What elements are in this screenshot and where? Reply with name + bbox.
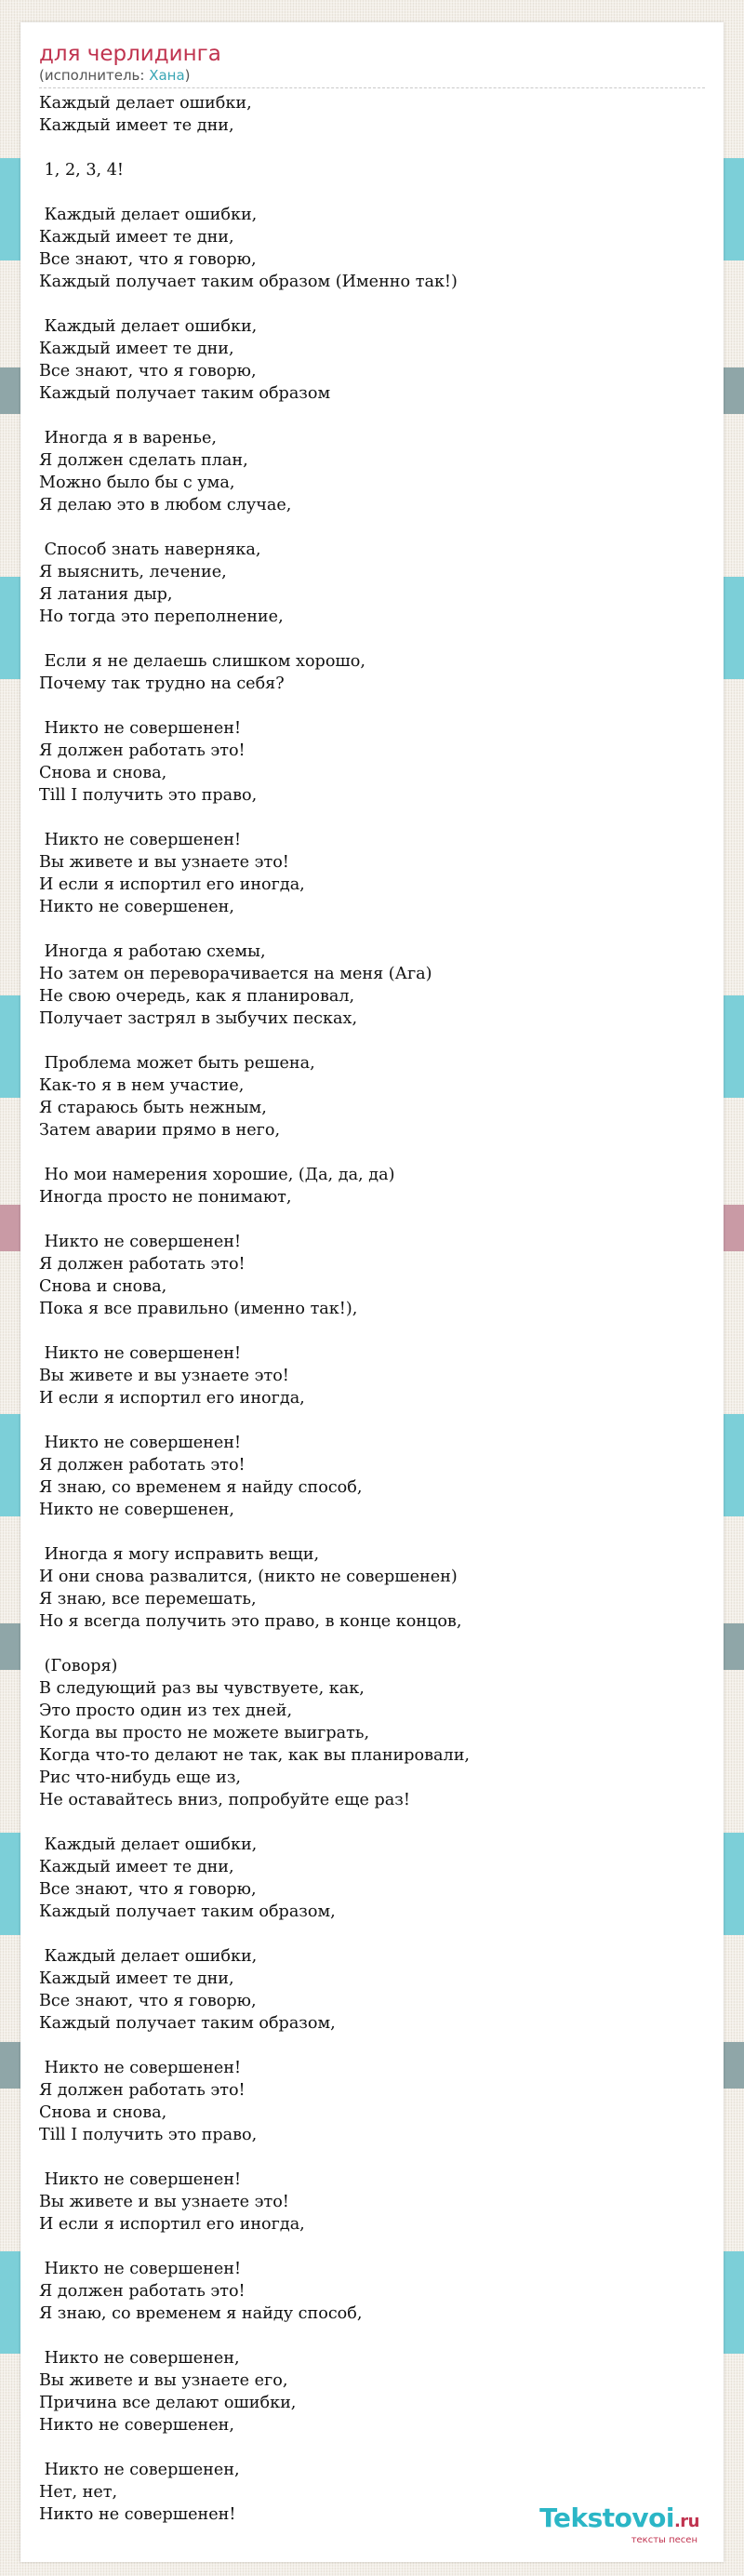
song-header	[39, 41, 705, 88]
artist-link[interactable]: Хана	[149, 67, 185, 84]
stripe-left-7	[0, 1833, 20, 1935]
stripe-right-4	[724, 1205, 744, 1251]
stripe-left-3	[0, 995, 20, 1098]
stripe-right-7	[724, 1833, 744, 1935]
stripe-right-0	[724, 158, 744, 260]
stripe-left-6	[0, 1623, 20, 1670]
artist-line	[39, 67, 705, 84]
stripe-right-5	[724, 1414, 744, 1516]
stripe-left-9	[0, 2251, 20, 2354]
site-logo[interactable]	[539, 2504, 699, 2545]
stripe-right-8	[724, 2042, 744, 2089]
stripe-right-9	[724, 2251, 744, 2354]
stripe-left-2	[0, 577, 20, 679]
stripe-right-3	[724, 995, 744, 1098]
artist-prefix: (исполнитель:	[39, 67, 150, 84]
stripe-left-0	[0, 158, 20, 260]
logo-tagline: тексты песен	[631, 2535, 698, 2545]
logo-tld: .ru	[673, 2512, 699, 2531]
stripe-right-6	[724, 1623, 744, 1670]
logo-name: Tekstovoi	[539, 2503, 674, 2533]
stripe-left-5	[0, 1414, 20, 1516]
lyrics-text: Каждый делает ошибки, Каждый имеет те дни, 1, 2, 3, 4! Каждый делает ошибки, Каждый имеет те дни, Все знают, что я говорю, Каждый получает таким образом (Именно так!) Каждый делает ошибки, Каждый имеет те дни, Все знают, что я говорю, Каждый получает таким образом Иногда я в варенье, Я должен сделать план, Можно было бы с ума, Я делаю это в любом случае, Способ знать наверняка, Я выяснить, лечение, Я латания дыр, Но тогда это переполнение, Если я не делаешь слишком хорошо, Почему так трудно на себя? Никто не совершенен! Я должен работать это! Снова и снова, Till I получить это право, Никто не совершенен! Вы живете и вы узнаете это! И если я испортил его иногда, Никто не совершенен, Иногда я работаю схемы, Но затем он переворачивается на меня (Ага) Не свою очередь, как я планировал, Получает застрял в зыбучих песках, Проблема может быть решена, Как-то я в нем участие, Я стараюсь быть нежным, Затем аварии прямо в него, Но мои намерения хорошие, (Да, да, да) Иногда просто не понимают, Никто не совершенен! Я должен работать это! Снова и снова, Пока я все правильно (именно так!), Никто не совершенен! Вы живете и вы узнаете это! И если я испортил его иногда, Никто не совершенен! Я должен работать это! Я знаю, со временем я найду способ, Никто не совершенен, Иногда я могу исправить вещи, И они снова развалится, (никто не совершенен) Я знаю, все перемешать, Но я всегда получить это право, в конце концов, (Говоря) В следующий раз вы чувствуете, как, Это просто один из тех дней, Когда вы просто не можете выиграть, Когда что-то делают не так, как вы планировали, Рис что-нибудь еще из, Не оставайтесь вниз, попробуйте еще раз! Каждый делает ошибки, Каждый имеет те дни, Все знают, что я говорю, Каждый получает таким образом, Каждый делает ошибки, Каждый имеет те дни, Все знают, что я говорю, Каждый получает таким образом, Никто не совершенен! Я должен работать это! Снова и снова, Till I получить это право, Никто не совершенен! Вы живете и вы узнаете это! И если я испортил его иногда, Никто не совершенен! Я должен работать это! Я знаю, со временем я найду способ, Никто не совершенен, Вы живете и вы узнаете его, Причина все делают ошибки, Никто не совершенен, Никто не совершенен, Нет, нет, Никто не совершенен!	[39, 94, 471, 2524]
stripe-left-4	[0, 1205, 20, 1251]
lyrics-card	[20, 22, 724, 2562]
stripe-right-1	[724, 367, 744, 414]
artist-suffix: )	[184, 67, 191, 84]
song-title: для черлидинга	[39, 42, 221, 66]
stripe-left-1	[0, 367, 20, 414]
stripe-left-8	[0, 2042, 20, 2089]
stripe-right-2	[724, 577, 744, 679]
